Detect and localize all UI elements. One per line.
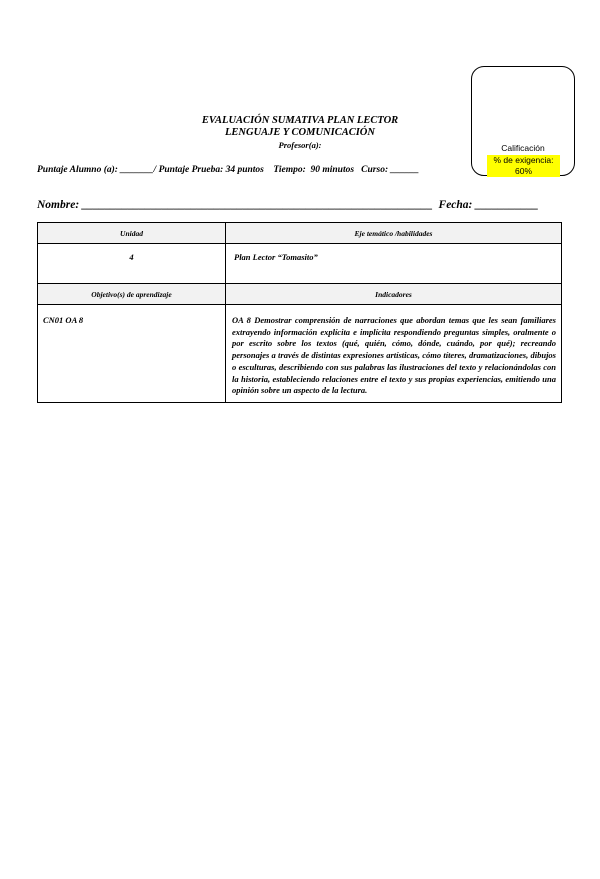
table-row (38, 305, 562, 403)
grade-requirement: % de exigencia: 60% (487, 155, 560, 177)
subject-title: LENGUAJE Y COMUNICACIÓN (225, 127, 375, 138)
table-header-row (38, 223, 562, 244)
page-title: EVALUACIÓN SUMATIVA PLAN LECTOR (201, 115, 399, 126)
teacher-label: Profesor(a): (278, 140, 322, 150)
table-header-row (38, 284, 562, 305)
objective-value: CN01 OA 8 (38, 305, 226, 403)
table-row (38, 244, 562, 284)
header-objetivo: Objetivo(s) de aprendizaje (38, 284, 226, 305)
score-line: Puntaje Alumno (a): _______/ Puntaje Prueba: 34 puntos Tiempo: 90 minutos Curso: ______ (37, 165, 419, 175)
info-table (37, 222, 562, 403)
header-eje: Eje temático /habilidades (226, 223, 562, 244)
header-unidad: Unidad (38, 223, 226, 244)
name-date-line: Nombre: _____________________________________________________________ Fecha: ___________ (37, 199, 539, 211)
eje-value: Plan Lector “Tomasito” (226, 244, 562, 284)
header-indicadores: Indicadores (226, 284, 562, 305)
unit-value: 4 (38, 244, 226, 284)
grade-label: Calificación (501, 143, 545, 153)
indicators-value: OA 8 Demostrar comprensión de narraciones que abordan temas que les sean familiares extrayendo información explícita e implícita respondiendo preguntas simples, oralmente o por escrito sobre los textos (qué, quién, cómo, dónde, cuándo, por qué); recreando personajes a través de distintas expresiones artísticas, cómo títeres, dramatizaciones, dibujos o esculturas, describiendo con sus palabras las ilustraciones del texto y relacionándolas con la historia, estableciendo relaciones entre el texto y sus propias experiencias, emitiendo una opinión sobre un aspecto de la lectura. (226, 305, 562, 403)
